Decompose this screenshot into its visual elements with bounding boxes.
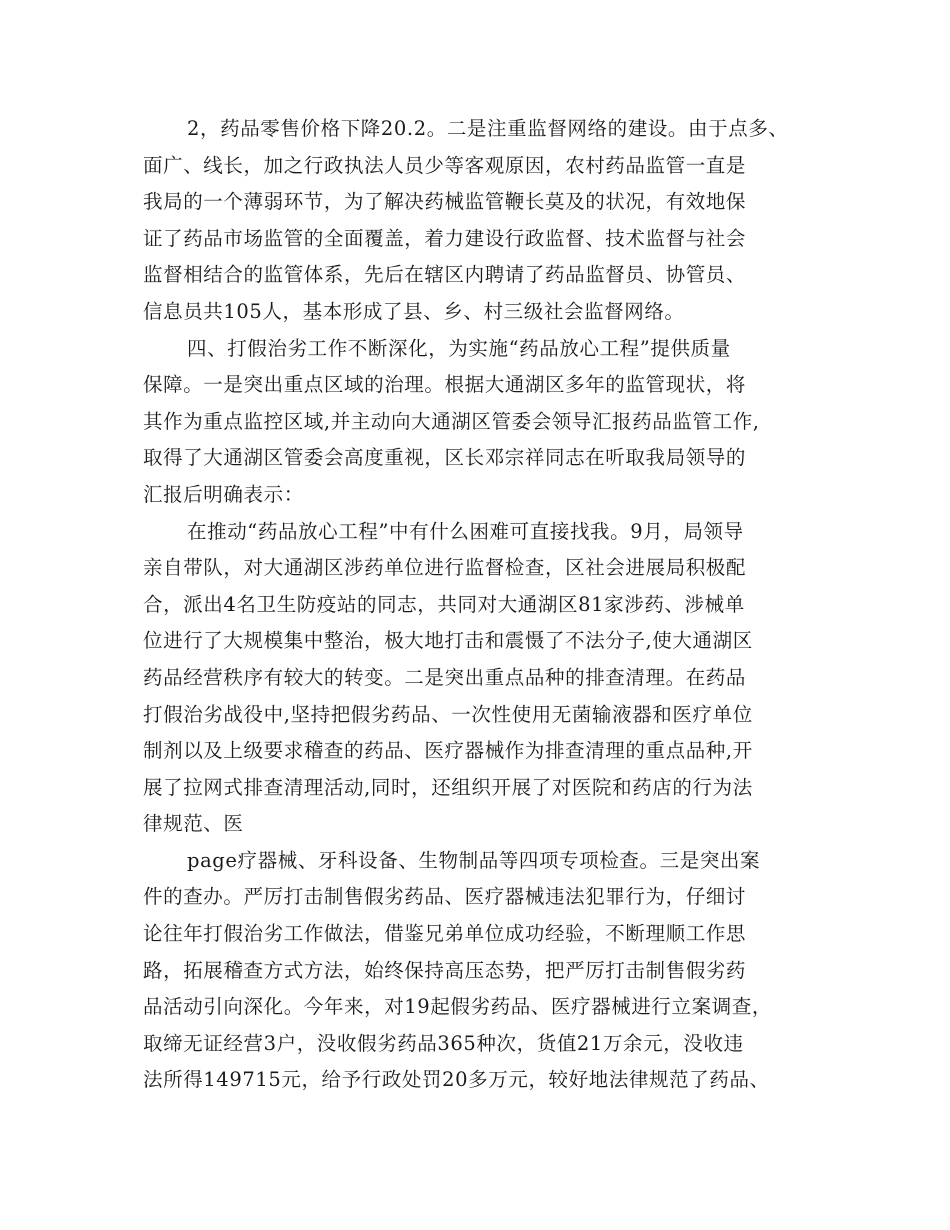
text-line: 法所得149715元，给予行政处罚20多万元，较好地法律规范了药品、 — [143, 1068, 770, 1092]
text-line: 汇报后明确表示： — [143, 482, 304, 506]
text-line: 信息员共105人，基本形成了县、乡、村三级社会监督网络。 — [143, 299, 685, 323]
text-line: 品活动引向深化。今年来，对19起假劣药品、医疗器械进行立案调查， — [143, 995, 773, 1019]
text-line: 其作为重点监控区域,并主动向大通湖区管委会领导汇报药品监管工作, — [143, 409, 760, 433]
text-line: 亲自带队，对大通湖区涉药单位进行监督检查，区社会进展局积极配 — [143, 556, 747, 580]
text-line: 论往年打假治劣工作做法，借鉴兄弟单位成功经验，不断理顺工作思 — [143, 922, 747, 946]
text-line: 位进行了大规模集中整治，极大地打击和震慑了不法分子,使大通湖区 — [143, 629, 753, 653]
text-line: 我局的一个薄弱环节，为了解决药械监管鞭长莫及的状况，有效地保 — [143, 190, 747, 214]
text-line: 取得了大通湖区管委会高度重视，区长邓宗祥同志在听取我局领导的 — [143, 446, 747, 470]
text-line: 保障。一是突出重点区域的治理。根据大通湖区多年的监管现状，将 — [143, 373, 747, 397]
text-line: 合，派出4名卫生防疫站的同志，共同对大通湖区81家涉药、涉械单 — [143, 592, 745, 616]
text-line: 件的查办。严厉打击制售假劣药品、医疗器械违法犯罪行为，仔细讨 — [143, 885, 747, 909]
text-line: 面广、线长，加之行政执法人员少等客观原因，农村药品监管一直是 — [143, 153, 747, 177]
text-line: 取缔无证经营3户，没收假劣药品365种次，货值21万余元，没收违 — [143, 1031, 744, 1055]
text-line: 2，药品零售价格下降20.2。二是注重监督网络的建设。由于点多、 — [187, 117, 789, 140]
text-line: 展了拉网式排查清理活动,同时，还组织开展了对医院和药店的行为法 — [143, 775, 753, 799]
text-line: 在推动“药品放心工程”中有什么困难可直接找我。9月，局领导 — [187, 519, 744, 543]
text-line: 监督相结合的监管体系，先后在辖区内聘请了药品监督员、协管员、 — [143, 263, 747, 287]
text-line: 制剂以及上级要求稽查的药品、医疗器械作为排查清理的重点品种,开 — [143, 739, 753, 763]
text-line: 路，拓展稽查方式方法，始终保持高压态势，把严厉打击制售假劣药 — [143, 958, 747, 982]
text-line: 打假治劣战役中,坚持把假劣药品、一次性使用无菌输液器和医疗单位 — [143, 702, 753, 726]
text-line: 律规范、医 — [143, 812, 244, 836]
text-line: 药品经营秩序有较大的转变。二是突出重点品种的排查清理。在药品 — [143, 665, 747, 689]
body-text — [143, 111, 833, 1099]
text-line: 四、打假治劣工作不断深化，为实施“药品放心工程”提供质量 — [187, 336, 731, 360]
text-line: 证了药品市场监管的全面覆盖，着力建设行政监督、技术监督与社会 — [143, 226, 747, 250]
text-line: page疗器械、牙科设备、生物制品等四项专项检查。三是突出案 — [187, 848, 761, 872]
